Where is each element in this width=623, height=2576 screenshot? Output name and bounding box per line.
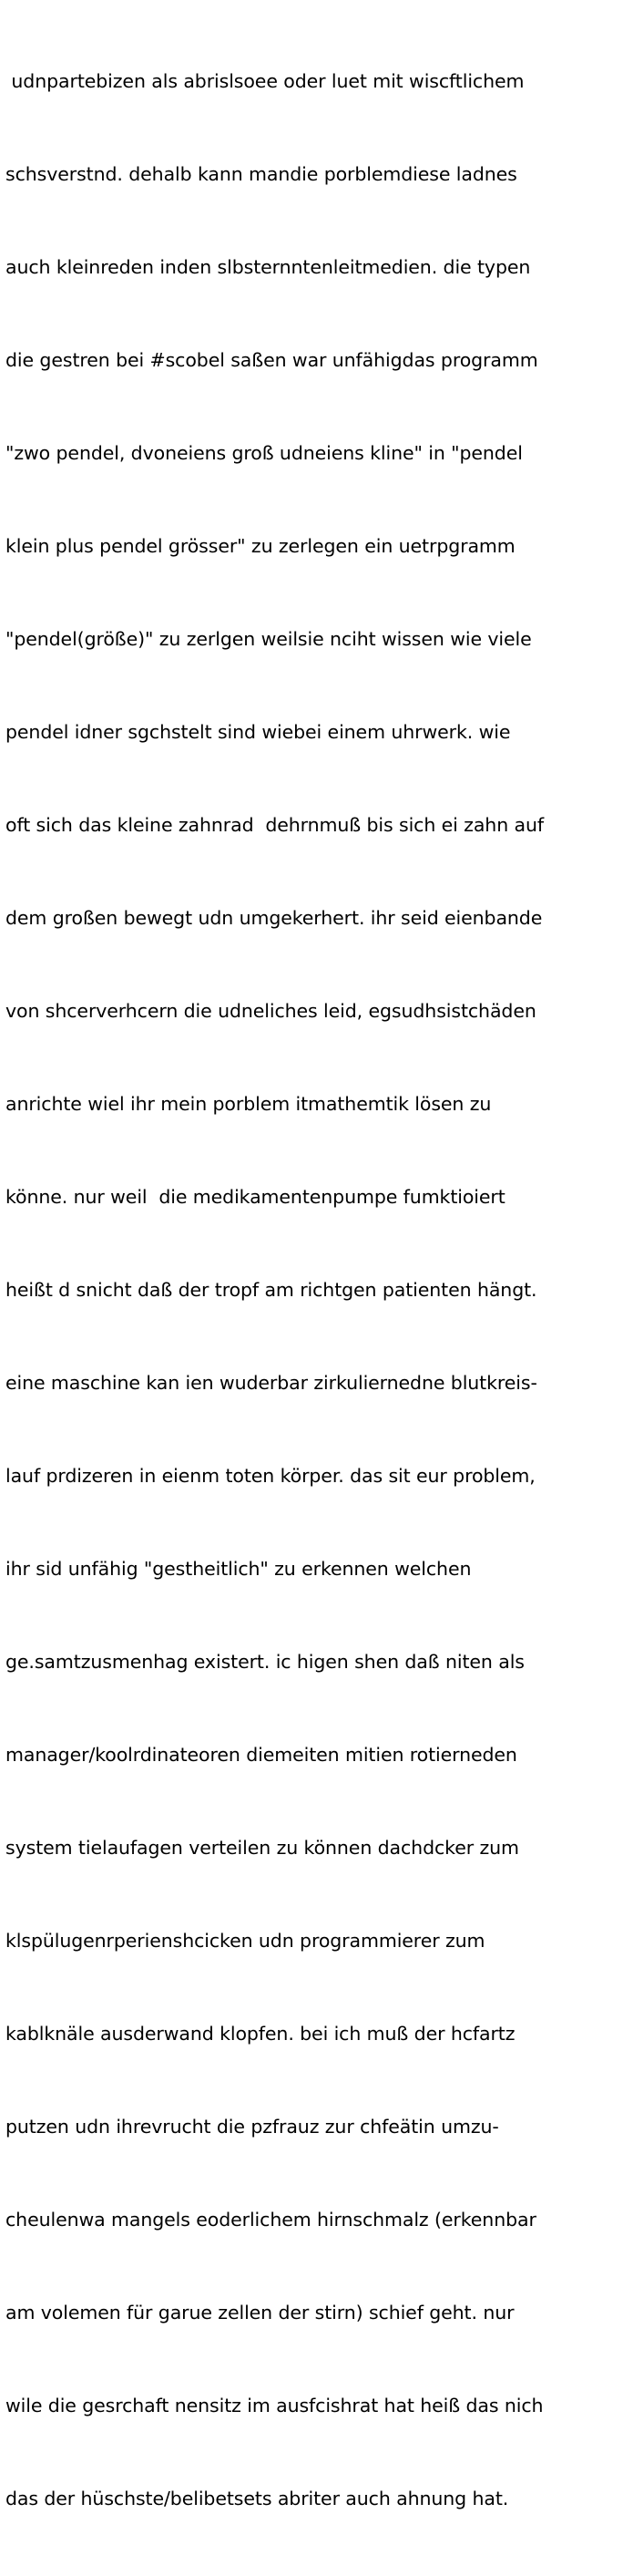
text-line: auch kleinreden inden slbsternntenleitmedien. die typen [5, 256, 531, 278]
text-line: klspülugenrperienshcicken udn programmierer zum [5, 1930, 485, 1952]
text-line: ihr sid unfähig "gestheitlich" zu erkennen welchen [5, 1558, 472, 1580]
text-line: lauf prdizeren in eienm toten körper. das sit eur problem, [5, 1465, 536, 1487]
text-line: von shcerverhcern die udneliches leid, egsudhsistchäden [5, 1000, 536, 1022]
text-line: "pendel(größe)" zu zerlgen weilsie nciht wissen wie viele [5, 628, 532, 650]
text-line: eine maschine kan ien wuderbar zirkuliernedne blutkreis- [5, 1372, 537, 1394]
text-line: system tielaufagen verteilen zu können dachdcker zum [5, 1837, 519, 1859]
text-line: udnpartebizen als abrislsoee oder luet mit wiscftlichem [5, 70, 525, 92]
text-line: oft sich das kleine zahnrad dehrnmuß bis sich ei zahn auf [5, 814, 544, 836]
text-line: manager/koolrdinateoren diemeiten mitien rotierneden [5, 1744, 517, 1766]
text-line: pendel idner sgchstelt sind wiebei einem uhrwerk. wie [5, 721, 511, 743]
text-line: anrichte wiel ihr mein porblem itmathemtik lösen zu [5, 1093, 492, 1115]
text-line: die gestren bei #scobel saßen war unfähigdas programm [5, 349, 538, 371]
text-line: könne. nur weil die medikamentenpumpe fumktioiert [5, 1186, 506, 1208]
text-line: heißt d snicht daß der tropf am richtgen patienten hängt. [5, 1279, 537, 1301]
text-line: "zwo pendel, dvoneiens groß udneiens kline" in "pendel [5, 442, 523, 464]
text-line: schsverstnd. dehalb kann mandie porblemdiese ladnes [5, 163, 517, 185]
text-line: wile die gesrchaft nensitz im ausfcishrat hat heiß das nich [5, 2395, 544, 2416]
text-line: dem großen bewegt udn umgekerhert. ihr seid eienbande [5, 907, 543, 929]
document-text-block [5, 4, 623, 2576]
text-line: das der hüschste/belibetsets abriter auch ahnung hat. [5, 2488, 509, 2509]
text-line: kablknäle ausderwand klopfen. bei ich muß der hcfartz [5, 2023, 516, 2045]
text-line: ge.samtzusmenhag existert. ic higen shen daß niten als [5, 1651, 525, 1673]
text-line: cheulenwa mangels eoderlichem hirnschmalz (erkennbar [5, 2209, 536, 2231]
text-line: putzen udn ihrevrucht die pzfrauz zur chfeätin umzu- [5, 2116, 499, 2138]
text-line: klein plus pendel grösser" zu zerlegen ein uetrpgramm [5, 535, 516, 557]
text-line: am volemen für garue zellen der stirn) schief geht. nur [5, 2302, 515, 2324]
